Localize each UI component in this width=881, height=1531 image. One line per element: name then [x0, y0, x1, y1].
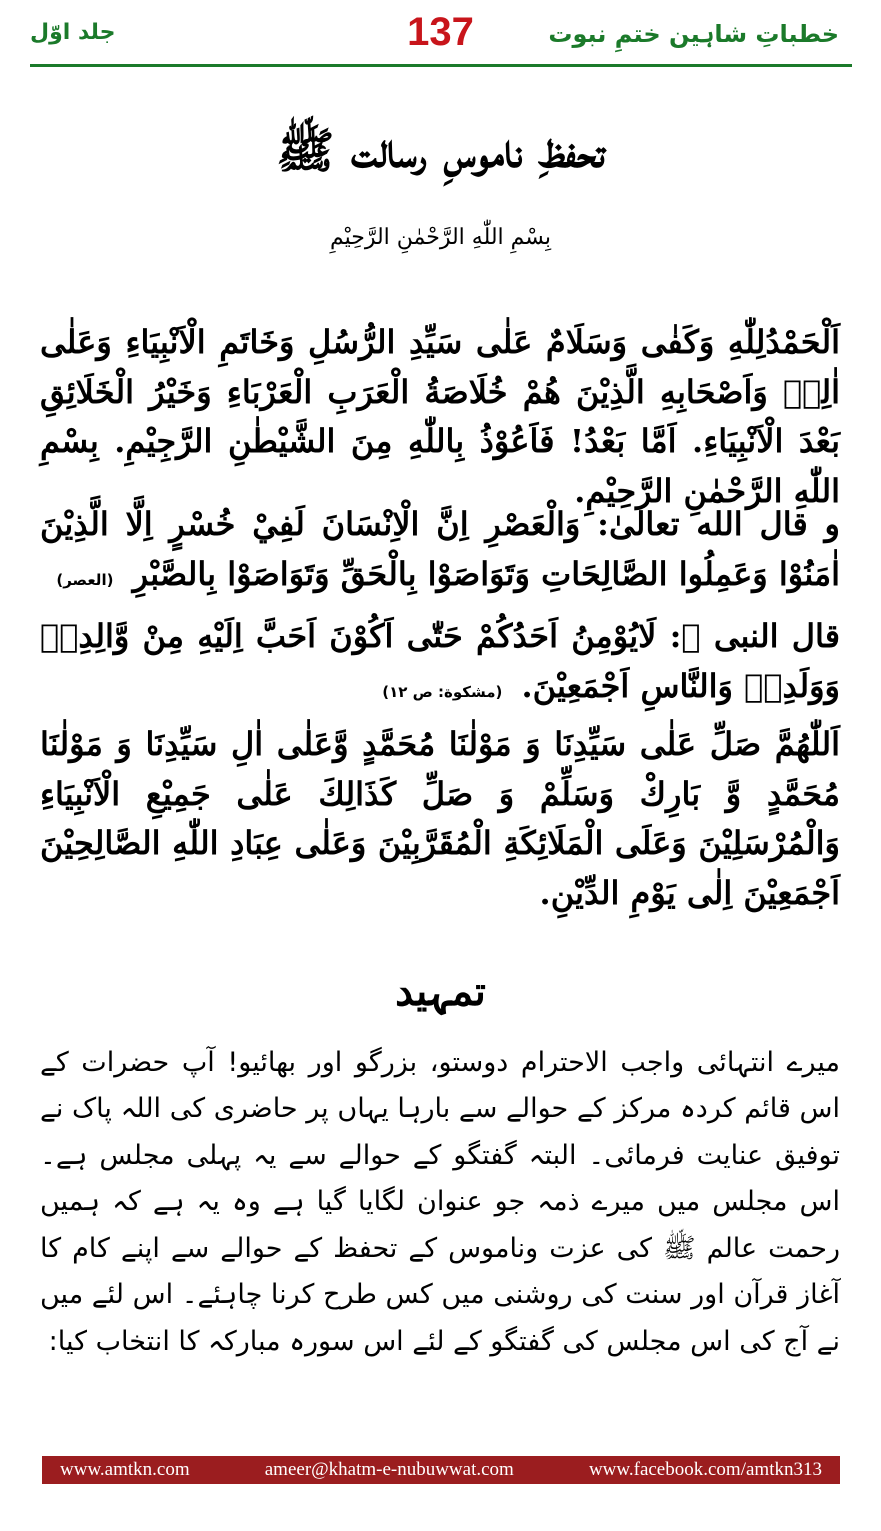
page-title: تحفظِ ناموسِ رسالت ﷺ	[276, 123, 605, 179]
urdu-body-paragraph: میرے انتہائی واجب الاحترام دوستو، بزرگو اور بھائیو! آپ حضرات کے اس قائم کردہ مرکز کے حوالے سے بارہا یہاں پر حاضری کی اللہ پاک نے توفیق عنایت فرمائی۔ البتہ گفتگو کے حوالے سے یہ پہلی مجلس ہے۔ اس مجلس میں میرے ذمہ جو عنوان لگایا گیا ہے وہ یہ ہے کہ ہمیں رحمت عالم ﷺ کی عزت وناموس کے تحفظ کے حوالے سے اپنے کام کا آغاز قرآن اور سنت کی روشنی میں کس طرح کرنا چاہئے۔ اس لئے میں نے آج کی اس مجلس کی گفتگو کے لئے اس سورہ مبارکہ کا انتخاب کیا:	[40, 1047, 840, 1357]
facebook-link[interactable]: www.facebook.com/amtkn313	[588, 1459, 822, 1480]
section-heading: تمہید	[395, 968, 486, 1015]
arabic-opening-praise	[40, 318, 840, 516]
arabic-durood	[40, 720, 840, 918]
page-number: 137	[407, 10, 474, 54]
hadith-reference: (مشکوة: ص ۱۲)	[382, 682, 503, 701]
arabic-quran-verse	[40, 500, 840, 599]
email-link[interactable]: ameer@khatm-e-nubuwwat.com	[264, 1459, 514, 1480]
website-link[interactable]: www.amtkn.com	[60, 1459, 190, 1480]
page-header	[0, 0, 881, 70]
arabic-text: اَلْحَمْدُلِلّٰهِ وَكَفٰى وَسَلَامٌ عَلٰى سَيِّدِ الرُّسُلِ وَخَاتَمِ الْاَنْبِيَاءِ وَعَلٰى اٰلِهٖ وَاَصْحَابِهِ الَّذِيْنَ هُمْ خُلَاصَةُ الْعَرَبِ الْعَرْبَاءِ وَخَيْرُ الْخَلَائِقِ بَعْدَ الْاَنْبِيَاءِ. اَمَّا بَعْدُ! فَاَعُوْذُ بِاللّٰهِ مِنَ الشَّيْطٰنِ الرَّجِيْمِ. بِسْمِ اللّٰهِ الرَّحْمٰنِ الرَّحِيْمِ.	[40, 323, 840, 510]
arabic-hadith	[40, 612, 840, 711]
volume-label: جلد اوّل	[30, 20, 116, 45]
header-divider	[30, 64, 852, 67]
book-title: خطباتِ شاہین ختمِ نبوت	[548, 20, 839, 48]
page-footer	[42, 1456, 840, 1484]
arabic-text: قال النبی ﷺ: لَايُوْمِنُ اَحَدُكُمْ حَتّٰى اَكُوْنَ اَحَبَّ اِلَيْهِ مِنْ وَّالِدِهٖ وَوَلَدِهٖ وَالنَّاسِ اَجْمَعِيْنَ.	[40, 617, 840, 705]
arabic-text: و قال الله تعالىٰ: وَالْعَصْرِ اِنَّ الْاِنْسَانَ لَفِيْ خُسْرٍ اِلَّا الَّذِيْنَ اٰمَنُوْا وَعَمِلُوا الصَّالِحَاتِ وَتَوَاصَوْا بِالْحَقِّ وَتَوَاصَوْا بِالصَّبْرِ	[40, 505, 840, 593]
bismillah: بِسْمِ اللّٰهِ الرَّحْمٰنِ الرَّحِيْمِ	[329, 225, 552, 250]
arabic-text: اَللّٰهُمَّ صَلِّ عَلٰى سَيِّدِنَا وَ مَوْلٰنَا مُحَمَّدٍ وَّعَلٰى اٰلِ سَيِّدِنَا وَ مَوْلٰنَا مُحَمَّدٍ وَّ بَارِكْ وَسَلِّمْ وَ صَلِّ كَذَالِكَ عَلٰى جَمِيْعِ الْاَنْبِيَاءِ وَالْمُرْسَلِيْنَ وَعَلَى الْمَلَائِكَةِ الْمُقَرَّبِيْنَ وَعَلٰى عِبَادِ اللّٰهِ الصَّالِحِيْنَ اَجْمَعِيْنَ اِلٰى يَوْمِ الدِّيْنِ.	[40, 725, 841, 912]
verse-reference: (العصر)	[56, 570, 114, 589]
